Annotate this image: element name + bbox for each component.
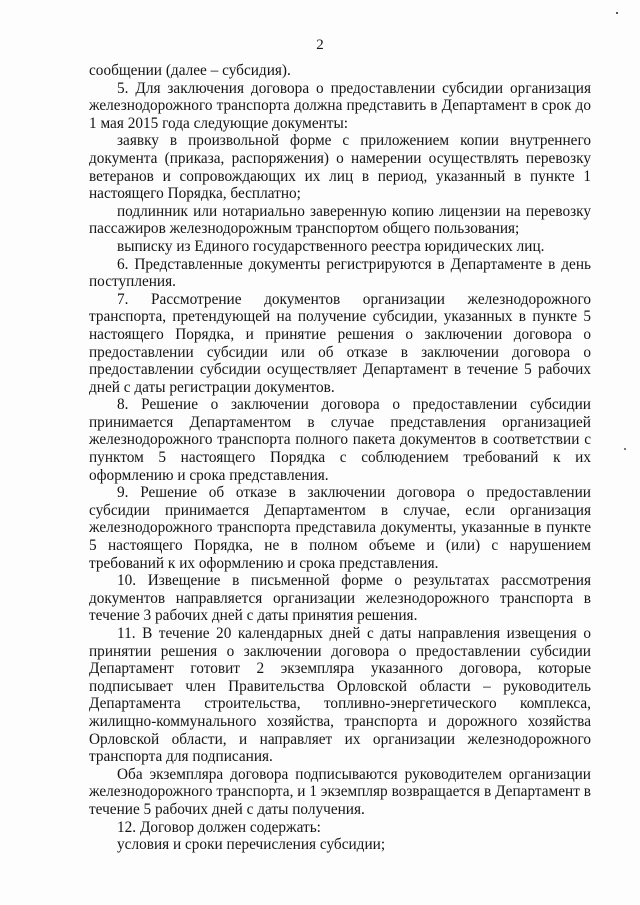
paragraph: выписку из Единого государственного реестра юридических лиц. (117, 237, 545, 255)
paragraph: Оба экземпляра договора подписываются руководителем организации железнодорожного транспорта, и 1 экземпляр возвращается в Департамент в течение 5 рабочих дней с даты получения. (89, 765, 591, 818)
page-number: 2 (316, 37, 324, 53)
paragraph: 8. Решение о заключении договора о предоставлении субсидии принимается Департаментом в случае представления организацией железнодорожного транспорта полного пакета документов в соответствии с пунктом 5 настоящего Порядка с соблюдением требований к их оформлению и срока представления. (89, 396, 591, 484)
paragraph: сообщении (далее – субсидия). (89, 62, 291, 79)
paragraph: условия и сроки перечисления субсидии; (117, 836, 386, 854)
paragraph: 7. Рассмотрение документов организации железнодорожного транспорта, претендующей на получение субсидии, указанных в пункте 5 настоящего Порядка, и принятие решения о заключении договора о предоставлении субсидии или об отказе в заключении договора о предоставлении субсидии осуществляет Департамент в течение 5 рабочих дней с даты регистрации документов. (89, 290, 591, 396)
paragraph: 12. Договор должен содержать: (117, 818, 321, 836)
paragraph: 6. Представленные документы регистрируются в Департаменте в день поступления. (89, 255, 591, 291)
scan-mark (616, 12, 618, 14)
paragraph: 5. Для заключения договора о предоставлении субсидии организация железнодорожного транспорта должна представить в Департамент в срок до 1 мая 2015 года следующие документы: (89, 79, 591, 132)
paragraph: подлинник или нотариально заверенную копию лицензии на перевозку пассажиров железнодорожным транспортом общего пользования; (89, 202, 591, 238)
paragraph: заявку в произвольной форме с приложением копии внутреннего документа (приказа, распоряжения) о намерении осуществлять перевозку ветеранов и сопровождающих их лиц в период, указанный в пункте 1 настоящего Порядка, бесплатно; (89, 132, 591, 203)
paragraph: 10. Извещение в письменной форме о результатах рассмотрения документов направляется организации железнодорожного транспорта в течение 3 рабочих дней с даты принятия решения. (89, 572, 591, 625)
scan-mark (624, 448, 626, 450)
paragraph: 11. В течение 20 календарных дней с даты направления извещения о принятии решения о заключении договора о предоставлении субсидии Департамент готовит 2 экземпляра указанного договора, которые подписывает член Правительства Орловской области – руководитель Департамента строительства, топливно-энергетического комплекса, жилищно-коммунального хозяйства, транспорта и дорожного хозяйства Орловской области, и направляет их организации железнодорожного транспорта для подписания. (89, 625, 591, 766)
document-body (89, 62, 591, 854)
paragraph: 9. Решение об отказе в заключении договора о предоставлении субсидии принимается Департаментом в случае, если организация железнодорожного транспорта представила документы, указанные в пункте 5 настоящего Порядка, не в полном объеме и (или) с нарушением требований к их оформлению и срока представления. (89, 484, 591, 572)
